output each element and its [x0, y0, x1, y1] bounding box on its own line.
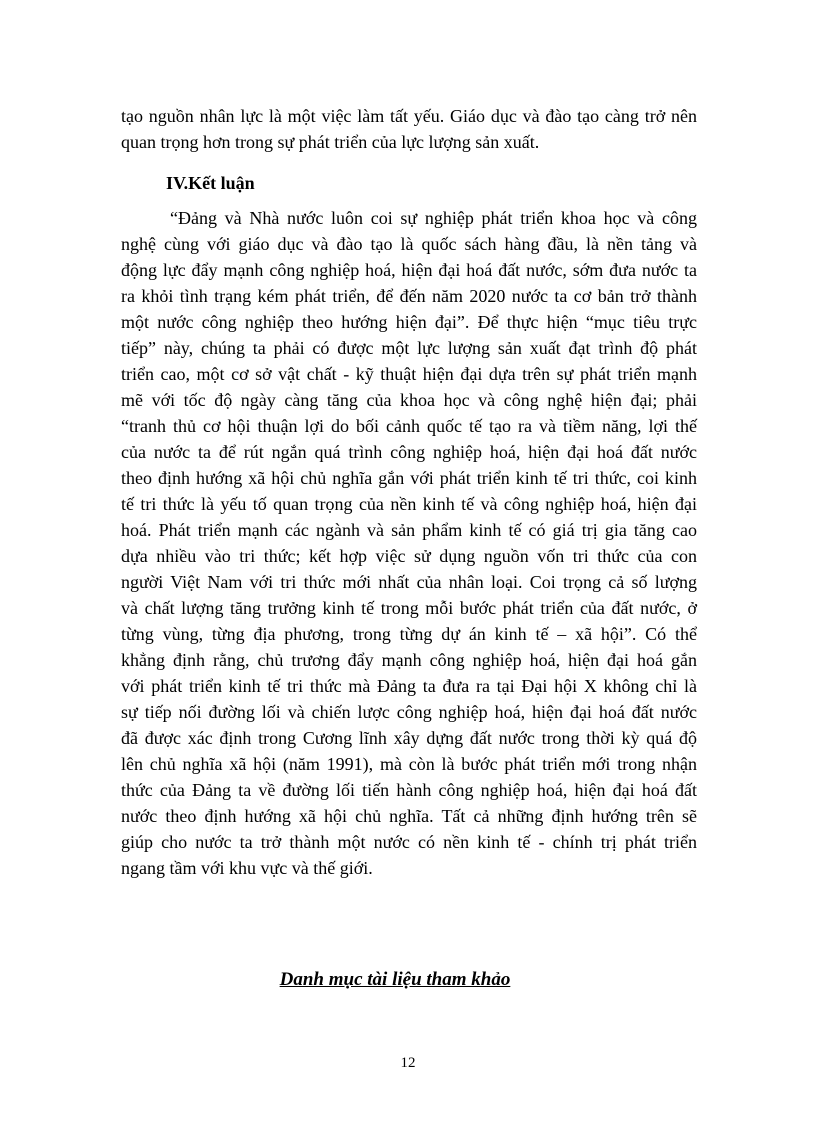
conclusion-line-13: hoá. Phát triển mạnh các ngành và sản phẩm kinh tế có giá trị gia tăng cao — [121, 520, 697, 540]
conclusion-line-25: giúp cho nước ta trở thành một nước có nền kinh tế - chính trị phát triển — [121, 832, 697, 852]
conclusion-line-22: lên chủ nghĩa xã hội (năm 1991), mà còn là bước phát triển mới trong nhận — [121, 754, 697, 774]
references-title: Danh mục tài liệu tham khảo — [279, 969, 511, 990]
conclusion-line-1: “Đảng và Nhà nước luôn coi sự nghiệp phát triển khoa học và công — [170, 208, 697, 228]
conclusion-line-14: dựa nhiều vào tri thức; kết hợp việc sử dụng nguồn vốn tri thức của con — [121, 546, 697, 566]
conclusion-line-20: sự tiếp nối đường lối và chiến lược công nghiệp hoá, hiện đại hoá đất nước — [121, 702, 697, 722]
conclusion-line-10: của nước ta để rút ngắn quá trình công nghiệp hoá, hiện đại hoá đất nước — [121, 442, 697, 462]
conclusion-line-4: ra khỏi tình trạng kém phát triển, để đến năm 2020 nước ta cơ bản trở thành — [121, 286, 697, 306]
conclusion-line-9: “tranh thủ cơ hội thuận lợi do bối cảnh quốc tế tạo ra và tiềm năng, lợi thế — [121, 416, 697, 436]
conclusion-line-2: nghệ cùng với giáo dục và đào tạo là quốc sách hàng đầu, là nền tảng và — [121, 234, 697, 254]
conclusion-line-11: theo định hướng xã hội chủ nghĩa gắn với phát triển kinh tế tri thức, coi kinh — [121, 468, 697, 488]
conclusion-line-3: động lực đẩy mạnh công nghiệp hoá, hiện đại hoá đất nước, sớm đưa nước ta — [121, 260, 697, 280]
conclusion-line-19: với phát triển kinh tế tri thức mà Đảng ta đưa ra tại Đại hội X không chỉ là — [121, 676, 697, 696]
section-heading: IV.Kết luận — [166, 173, 255, 193]
conclusion-line-6: tiếp” này, chúng ta phải có được một lực lượng sản xuất đạt trình độ phát — [121, 338, 697, 358]
conclusion-line-23: thức của Đảng ta về đường lối tiến hành công nghiệp hoá, hiện đại hoá đất — [121, 780, 697, 800]
conclusion-line-26: ngang tầm với khu vực và thế giới. — [121, 858, 373, 878]
conclusion-line-5: một nước công nghiệp theo hướng hiện đại”. Để thực hiện “mục tiêu trực — [121, 312, 697, 332]
conclusion-line-8: mẽ với tốc độ ngày càng tăng của khoa học và công nghệ hiện đại; phải — [121, 390, 697, 410]
conclusion-line-15: người Việt Nam với tri thức mới nhất của nhân loại. Coi trọng cả số lượng — [121, 572, 697, 592]
conclusion-line-17: từng vùng, từng địa phương, trong từng dự án kinh tế – xã hội”. Có thể — [121, 624, 697, 644]
page-number: 12 — [400, 1055, 416, 1071]
conclusion-line-16: và chất lượng tăng trưởng kinh tế trong mỗi bước phát triển của đất nước, ở — [121, 598, 697, 618]
conclusion-line-21: đã được xác định trong Cương lĩnh xây dựng đất nước trong thời kỳ quá độ — [121, 728, 697, 748]
conclusion-line-12: tế tri thức là yếu tố quan trọng của nền kinh tế và công nghiệp hoá, hiện đại — [121, 494, 697, 514]
intro-line-2: quan trọng hơn trong sự phát triển của lực lượng sản xuất. — [121, 132, 540, 152]
conclusion-line-24: nước theo định hướng xã hội chủ nghĩa. Tất cả những định hướng trên sẽ — [121, 806, 697, 826]
intro-line-1: tạo nguồn nhân lực là một việc làm tất yếu. Giáo dục và đào tạo càng trở nên — [121, 106, 697, 126]
conclusion-line-7: triển cao, một cơ sở vật chất - kỹ thuật hiện đại dựa trên sự phát triển mạnh — [121, 364, 697, 384]
conclusion-line-18: khẳng định rằng, chủ trương đẩy mạnh công nghiệp hoá, hiện đại hoá gắn — [121, 650, 697, 670]
